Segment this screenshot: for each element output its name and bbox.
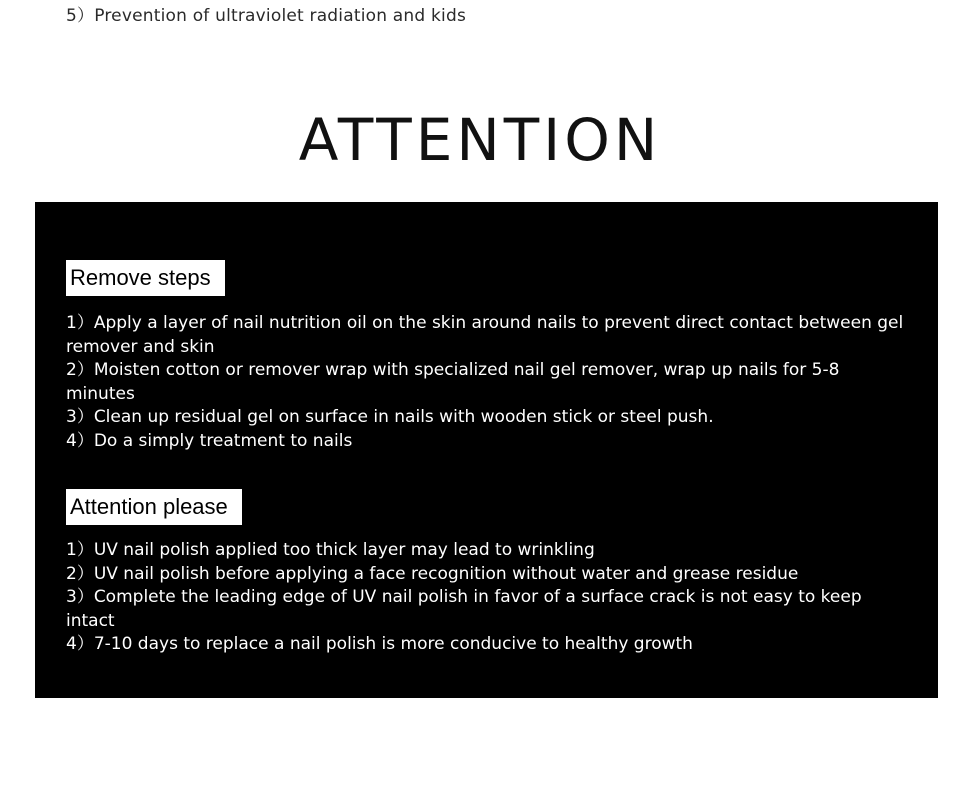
list-item: 2）UV nail polish before applying a face recognition without water and grease residue bbox=[66, 563, 799, 584]
list-item: 1）UV nail polish applied too thick layer may lead to wrinkling bbox=[66, 540, 595, 560]
list-item: 3）Clean up residual gel on surface in nails with wooden stick or steel push. bbox=[66, 407, 714, 427]
list-item: 2）Moisten cotton or remover wrap with specialized nail gel remover, wrap up nails for 5-8 minutes bbox=[66, 360, 840, 404]
list-item: 3）Complete the leading edge of UV nail polish in favor of a surface crack is not easy to keep intact bbox=[66, 587, 862, 631]
list-item: 4）Do a simply treatment to nails bbox=[66, 430, 353, 451]
attention-please-heading: Attention please bbox=[66, 489, 242, 525]
remove-steps-heading: Remove steps bbox=[66, 260, 225, 296]
attention-panel bbox=[35, 202, 938, 698]
list-item: 4）7-10 days to replace a nail polish is more conducive to healthy growth bbox=[66, 634, 693, 654]
page-title: ATTENTION bbox=[298, 106, 662, 174]
list-item: 1）Apply a layer of nail nutrition oil on the skin around nails to prevent direct contact between gel remover and skin bbox=[66, 313, 904, 357]
attention-please-list bbox=[66, 539, 906, 657]
top-note: 5）Prevention of ultraviolet radiation and kids bbox=[66, 6, 467, 26]
remove-steps-list bbox=[66, 312, 906, 453]
